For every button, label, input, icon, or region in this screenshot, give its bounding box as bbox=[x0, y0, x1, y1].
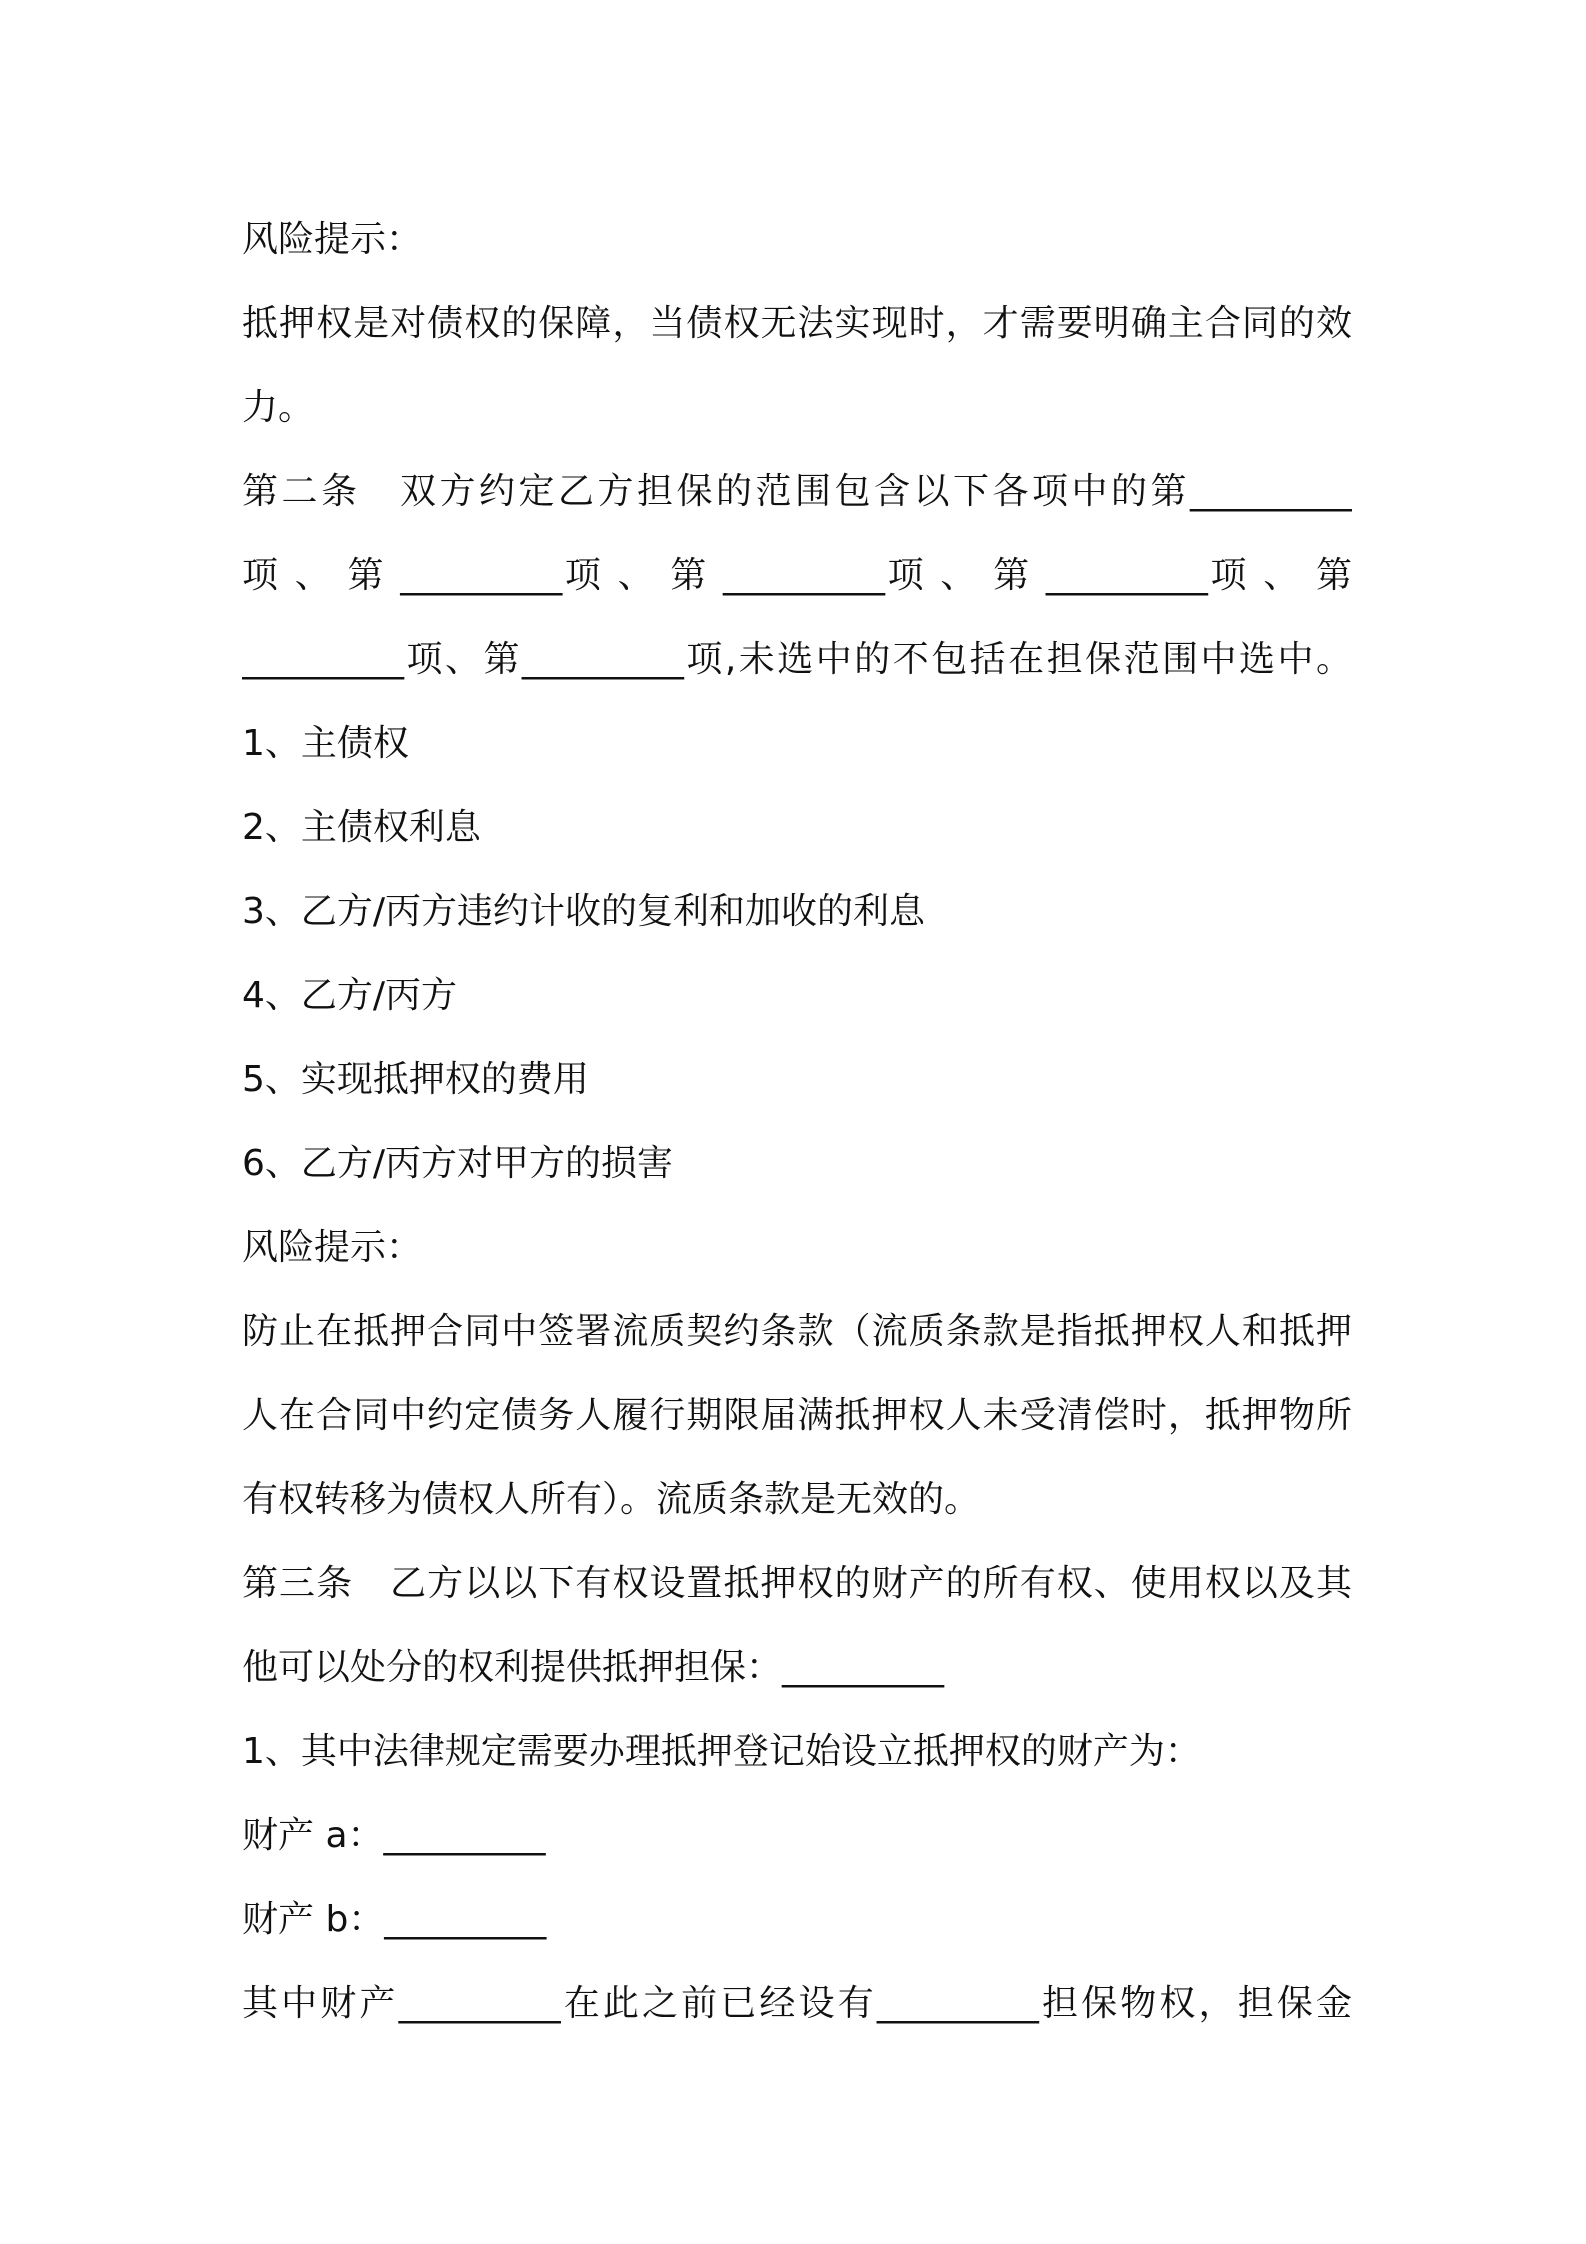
list-item: 3、乙方/丙方违约计收的复利和加收的利息 bbox=[242, 891, 926, 932]
list-item: 1、主债权 bbox=[242, 723, 409, 764]
risk-tip-text-cont: 力。 bbox=[242, 387, 315, 428]
list-item: 4、乙方/丙方 bbox=[242, 975, 458, 1016]
article-2-line-2: 项 、 第 _________项 、 第 _________项 、 第 _________项 、 第 bbox=[242, 555, 1352, 596]
article-2-line-3: _________项、第_________项,未选中的不包括在担保范围中选中。 bbox=[242, 639, 1352, 680]
risk-tip-heading: 风险提示： bbox=[242, 219, 423, 260]
risk-tip-text: 防止在抵押合同中签署流质契约条款（流质条款是指抵押权人和抵押 bbox=[242, 1311, 1352, 1352]
article-2-line-1: 第二条 双方约定乙方担保的范围包含以下各项中的第_________ bbox=[242, 471, 1352, 512]
risk-tip-text: 抵押权是对债权的保障，当债权无法实现时，才需要明确主合同的效 bbox=[242, 303, 1352, 344]
property-b: 财产 b：_________ bbox=[242, 1899, 547, 1940]
risk-tip-heading: 风险提示： bbox=[242, 1227, 423, 1268]
list-item: 6、乙方/丙方对甲方的损害 bbox=[242, 1143, 674, 1184]
document-body bbox=[242, 198, 1352, 2046]
article-3-item-1: 1、其中法律规定需要办理抵押登记始设立抵押权的财产为： bbox=[242, 1731, 1201, 1772]
risk-tip-text-cont: 人在合同中约定债务人履行期限届满抵押权人未受清偿时，抵押物所 bbox=[242, 1395, 1352, 1436]
article-3-line-1: 第三条 乙方以以下有权设置抵押权的财产的所有权、使用权以及其 bbox=[242, 1563, 1352, 1604]
article-3-line-2: 他可以处分的权利提供抵押担保：_________ bbox=[242, 1647, 945, 1688]
property-a: 财产 a：_________ bbox=[242, 1815, 546, 1856]
list-item: 2、主债权利息 bbox=[242, 807, 481, 848]
property-encumbrance: 其中财产_________在此之前已经设有_________担保物权，担保金 bbox=[242, 1983, 1352, 2024]
risk-tip-text-end: 有权转移为债权人所有）。流质条款是无效的。 bbox=[242, 1479, 981, 1520]
list-item: 5、实现抵押权的费用 bbox=[242, 1059, 589, 1100]
